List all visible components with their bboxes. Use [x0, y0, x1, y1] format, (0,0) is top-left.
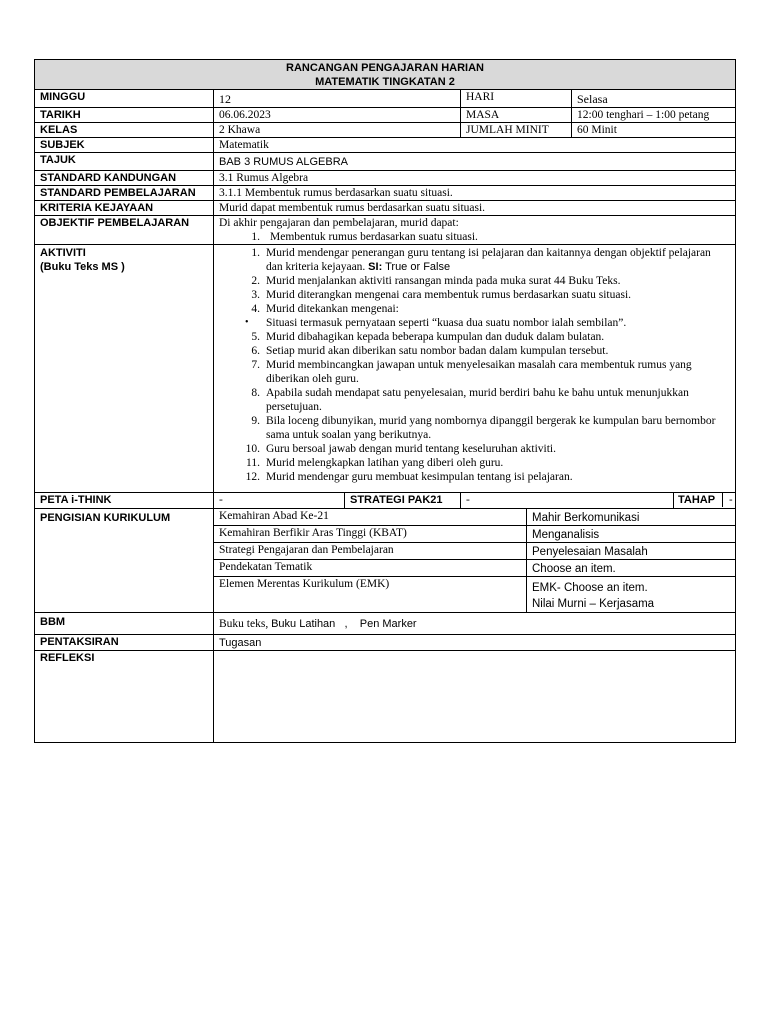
objektif-intro: Di akhir pengajaran dan pembelajaran, murid dapat: [219, 217, 459, 229]
aktiviti-item-text: Murid menjalankan aktiviti ransangan minda pada muka surat 44 Buku Teks. [266, 275, 621, 287]
standard-kandungan-label: STANDARD KANDUNGAN [35, 171, 214, 186]
refleksi-value[interactable] [214, 651, 736, 743]
bbm-label: BBM [35, 613, 214, 635]
objektif-item [219, 230, 730, 244]
standard-pembelajaran-label: STANDARD PEMBELAJARAN [35, 186, 214, 201]
aktiviti-item-number: 3. [251, 289, 260, 301]
aktiviti-item-text: Murid ditekankan mengenai: [266, 303, 399, 315]
aktiviti-item [219, 246, 730, 274]
standard-pembelajaran-value[interactable]: 3.1.1 Membentuk rumus berdasarkan suatu situasi. [214, 186, 736, 201]
emk-value[interactable]: EMK- Choose an item. [532, 582, 648, 594]
aktiviti-item-text: Apabila sudah mendapat satu penyelesaian, murid berdiri bahu ke bahu untuk menunjukkan persetujuan. [266, 387, 689, 413]
objektif-item-number: 1. [251, 231, 260, 243]
aktiviti-item-number: 9. [251, 415, 260, 427]
tahap-value[interactable]: - [729, 494, 733, 506]
aktiviti-label: AKTIVITI [40, 247, 86, 259]
aktiviti-item [219, 330, 730, 344]
tahap-label-text: TAHAP [674, 493, 723, 507]
peta-ithink-label: PETA i-THINK [35, 493, 214, 509]
si-label: SI: [368, 261, 383, 273]
aktiviti-sublabel: (Buku Teks MS ) [40, 261, 125, 273]
aktiviti-item-text: Murid dibahagikan kepada beberapa kumpulan dan duduk dalam bulatan. [266, 331, 605, 343]
kelas-value[interactable]: 2 Khawa [214, 123, 461, 138]
strategi-pak21-label: STRATEGI PAK21 [345, 493, 461, 509]
strategi-pak21-value[interactable]: - [461, 493, 674, 509]
aktiviti-item [219, 442, 730, 456]
objektif-label: OBJEKTIF PEMBELAJARAN [35, 216, 214, 245]
bbm-value-a: Buku teks, [219, 618, 269, 630]
tarikh-label: TARIKH [35, 108, 214, 123]
plan-header [35, 60, 736, 90]
pengisian-emk-cell[interactable] [527, 577, 736, 613]
aktiviti-item-number: • [245, 317, 249, 328]
aktiviti-item [219, 414, 730, 442]
plan-title: RANCANGAN PENGAJARAN HARIAN [286, 62, 485, 74]
aktiviti-item [219, 470, 730, 484]
subjek-value[interactable]: Matematik [214, 138, 736, 153]
aktiviti-item-number: 2. [251, 275, 260, 287]
tajuk-label: TAJUK [35, 153, 214, 171]
aktiviti-item-number: 5. [251, 331, 260, 343]
aktiviti-item [219, 358, 730, 386]
aktiviti-item-number: 10. [245, 443, 260, 455]
masa-label: MASA [461, 108, 572, 123]
aktiviti-item-number: 7. [251, 359, 260, 371]
aktiviti-item-number: 8. [251, 387, 260, 399]
aktiviti-item-text: Murid melengkapkan latihan yang diberi oleh guru. [266, 457, 504, 469]
aktiviti-item-text: Murid diterangkan mengenai cara membentuk rumus berdasarkan suatu situasi. [266, 289, 632, 301]
lesson-plan-sheet [34, 59, 735, 743]
aktiviti-content[interactable] [214, 245, 736, 493]
lesson-plan-table [34, 59, 736, 743]
aktiviti-item-text: Situasi termasuk pernyataan seperti “kuasa dua suatu nombor ialah sembilan”. [266, 317, 627, 329]
aktiviti-label-cell [35, 245, 214, 493]
kelas-label: KELAS [35, 123, 214, 138]
minggu-label: MINGGU [35, 90, 214, 108]
jumlah-minit-value[interactable]: 60 Minit [572, 123, 736, 138]
tajuk-value[interactable]: BAB 3 RUMUS ALGEBRA [214, 153, 736, 171]
pengisian-item-value[interactable]: Choose an item. [527, 560, 736, 577]
pengisian-item-name: Kemahiran Abad Ke-21 [214, 509, 527, 526]
aktiviti-item-text: Murid membincangkan jawapan untuk menyelesaikan masalah cara membentuk rumus yang diberikan oleh guru. [266, 359, 692, 385]
pentaksiran-label: PENTAKSIRAN [35, 635, 214, 651]
kriteria-kejayaan-label: KRITERIA KEJAYAAN [35, 201, 214, 216]
peta-ithink-value[interactable]: - [214, 493, 345, 509]
aktiviti-item [219, 386, 730, 414]
jumlah-minit-label: JUMLAH MINIT [461, 123, 572, 138]
nilai-murni-value[interactable]: Nilai Murni – Kerjasama [532, 598, 655, 610]
aktiviti-item-number: 6. [251, 345, 260, 357]
subjek-label: SUBJEK [35, 138, 214, 153]
aktiviti-list [219, 246, 730, 484]
aktiviti-item-number: 12. [245, 471, 260, 483]
aktiviti-item-number: 4. [251, 303, 260, 315]
pengisian-kurikulum-label: PENGISIAN KURIKULUM [35, 509, 214, 613]
hari-value[interactable]: Selasa [572, 90, 736, 108]
bbm-value[interactable] [214, 613, 736, 635]
aktiviti-item-text: Setiap murid akan diberikan satu nombor badan dalam kumpulan tersebut. [266, 345, 609, 357]
standard-kandungan-value[interactable]: 3.1 Rumus Algebra [214, 171, 736, 186]
pengisian-item-name: Strategi Pengajaran dan Pembelajaran [214, 543, 527, 560]
refleksi-label: REFLEKSI [35, 651, 214, 743]
tahap-label [674, 493, 736, 509]
aktiviti-item [219, 288, 730, 302]
kriteria-kejayaan-value[interactable]: Murid dapat membentuk rumus berdasarkan suatu situasi. [214, 201, 736, 216]
aktiviti-item-text: Murid mendengar penerangan guru tentang isi pelajaran dan kaitannya dengan objektif pelajaran dan kriteria kejayaan. [266, 247, 711, 273]
pengisian-item-name: Kemahiran Berfikir Aras Tinggi (KBAT) [214, 526, 527, 543]
objektif-value[interactable] [214, 216, 736, 245]
objektif-item-text: Membentuk rumus berdasarkan suatu situasi. [270, 231, 478, 243]
aktiviti-item-text: Murid mendengar guru membuat kesimpulan tentang isi pelajaran. [266, 471, 573, 483]
si-annotation [368, 261, 450, 273]
pengisian-item-value[interactable]: Mahir Berkomunikasi [527, 509, 736, 526]
pengisian-item-name: Elemen Merentas Kurikulum (EMK) [214, 577, 527, 613]
aktiviti-item [219, 316, 730, 330]
masa-value[interactable]: 12:00 tenghari – 1:00 petang [572, 108, 736, 123]
bbm-value-b: Buku Latihan , Pen Marker [271, 618, 417, 630]
aktiviti-item [219, 274, 730, 288]
aktiviti-item-text: Guru bersoal jawab dengan murid tentang keseluruhan aktiviti. [266, 443, 556, 455]
tarikh-value[interactable]: 06.06.2023 [214, 108, 461, 123]
si-value: True or False [385, 261, 451, 273]
aktiviti-item-number: 1. [251, 247, 260, 259]
aktiviti-item-text: Bila loceng dibunyikan, murid yang nombornya dipanggil bergerak ke kumpulan baru bernombor sama untuk soalan yang berikutnya. [266, 415, 716, 441]
aktiviti-item [219, 302, 730, 316]
minggu-value[interactable]: 12 [214, 90, 461, 108]
pengisian-item-name: Pendekatan Tematik [214, 560, 527, 577]
pengisian-item-value[interactable]: Menganalisis [527, 526, 736, 543]
pentaksiran-value[interactable]: Tugasan [214, 635, 736, 651]
aktiviti-item [219, 456, 730, 470]
aktiviti-item [219, 344, 730, 358]
aktiviti-item-number: 11. [246, 457, 260, 469]
plan-subtitle: MATEMATIK TINGKATAN 2 [315, 76, 455, 88]
pengisian-item-value[interactable]: Penyelesaian Masalah [527, 543, 736, 560]
hari-label: HARI [461, 90, 572, 108]
